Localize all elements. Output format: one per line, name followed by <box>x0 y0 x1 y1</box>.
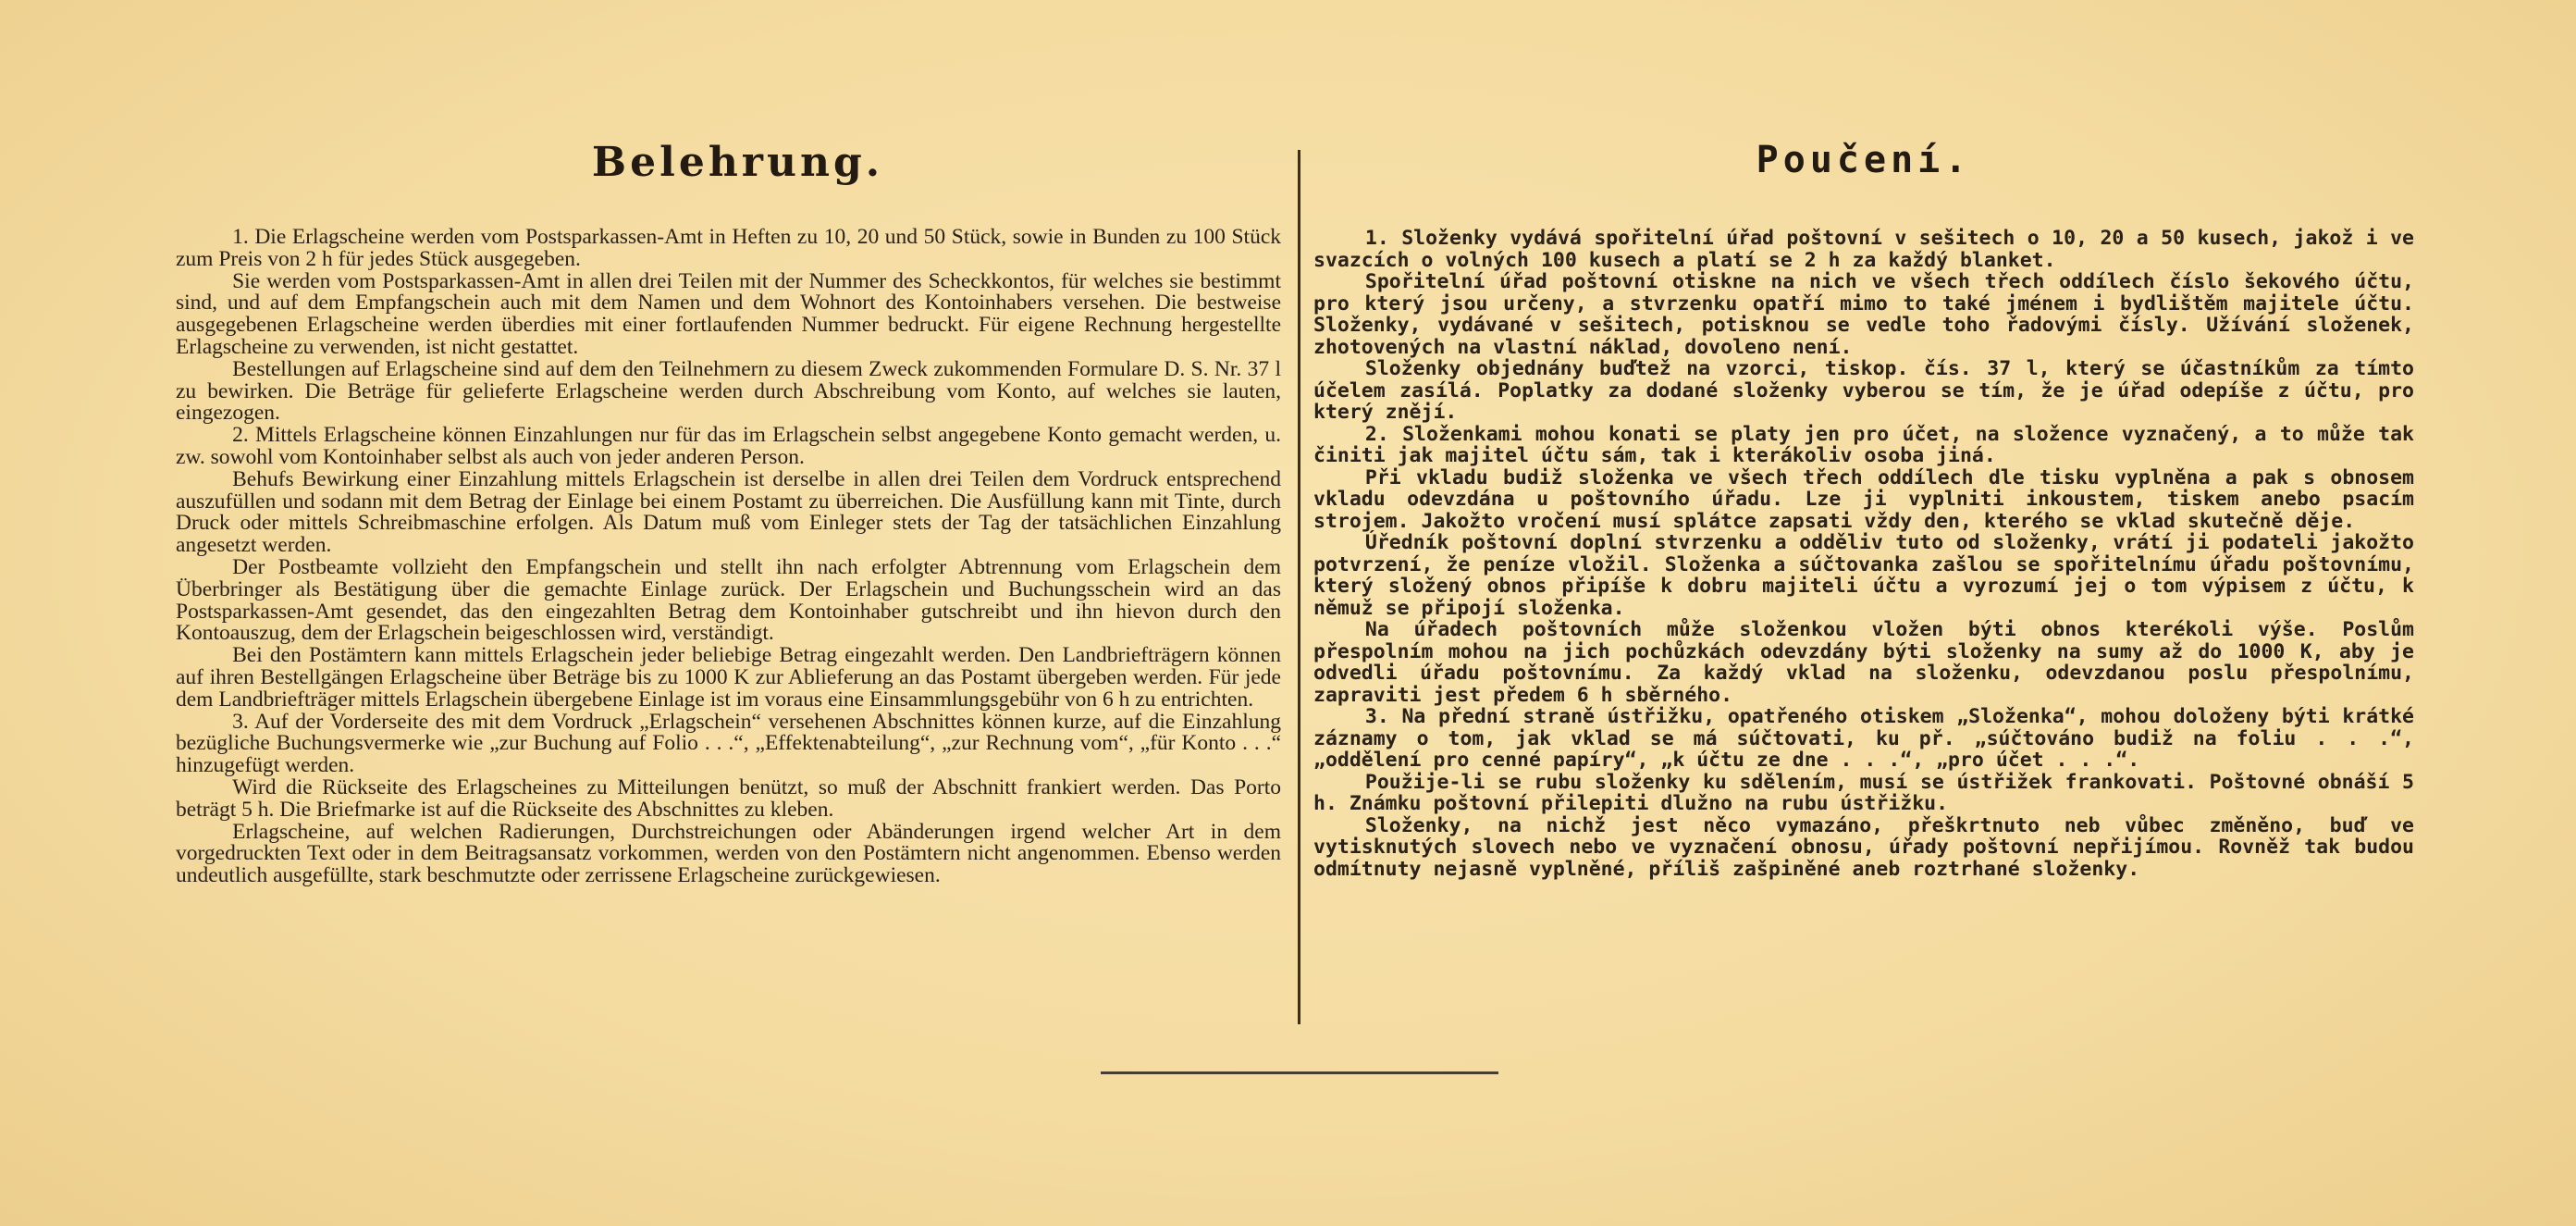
german-column <box>176 139 1281 887</box>
column-divider <box>1298 150 1300 1024</box>
czech-paragraph: 2. Složenkami mohou konati se platy jen pro účet, na složence vyznačený, a to může tak činiti jak majitel účtu sám, tak i kterákoliv osoba jiná. <box>1313 422 2414 467</box>
german-title: Belehrung. <box>591 139 884 186</box>
german-paragraph: Sie werden vom Postsparkassen-Amt in allen drei Teilen mit der Nummer des Scheckkontos, für welches sie bestimmt sind, und auf dem Empfangschein auch mit dem Namen und dem Wohnort des Kontoinhabers versehen. Die bestweise ausgegebenen Erlagscheine werden überdies mit einer fortlaufenden Nummer bedruckt. Für eigene Rechnung hergestellte Erlagscheine zu verwenden, ist nicht gestattet. <box>176 268 1281 359</box>
czech-paragraph: Spořitelní úřad poštovní otiskne na nich ve všech třech oddílech číslo šekového účtu, pro který jsou určeny, a stvrzenku opatří mimo to také jménem i bydlištěm majitele účtu. Složenky, vydávané v sešitech, potisknou se vedle toho řadovými čísly. Užívání složenek, zhotovených na vlastní náklad, dovoleno není. <box>1313 270 2414 359</box>
footer-rule <box>1101 1071 1498 1074</box>
czech-paragraph: Při vkladu budiž složenka ve všech třech oddílech dle tisku vyplněna a pak s obnosem vkladu odevzdána u poštovního úřadu. Lze ji vyplniti inkoustem, tiskem anebo psacím strojem. Jakožto vročení musí splátce zapsati vždy den, kterého se vklad skutečně děje. <box>1313 465 2414 533</box>
czech-column <box>1313 139 2414 880</box>
german-body <box>176 227 1281 887</box>
german-paragraph: 2. Mittels Erlagscheine können Einzahlungen nur für das im Erlagschein selbst angegebene Konto gemacht werden, u. zw. sowohl vom Kontoinhaber selbst als auch von jeder anderen Person. <box>176 423 1281 469</box>
czech-paragraph: Úředník poštovní doplní stvrzenku a odděliv tuto od složenky, vrátí ji podateli jakožto potvrzení, že peníze vložil. Složenka a súčtovanka zašlou se spořitelnímu úřadu poštovnímu, který složený obnos připíše k dobru majiteli účtu a vyrozumí jej o tom výpisem z účtu, k němuž se připojí složenka. <box>1313 531 2414 620</box>
german-paragraph: Bestellungen auf Erlagscheine sind auf dem den Teilnehmern zu diesem Zweck zukommenden Formulare D. S. Nr. 37 l zu bewirken. Die Beträge für gelieferte Erlagscheine werden durch Abschreibung vom Konto, auf welches sie lauten, eingezogen. <box>176 356 1281 426</box>
german-paragraph: Der Postbeamte vollzieht den Empfangschein und stellt ihn nach erfolgter Abtrennung vom Erlagschein dem Überbringer als Bestätigung über die gemachte Einlage zurück. Der Erlagschein und Buchungsschein wird an das Postsparkassen-Amt gesendet, das den eingezahlten Betrag dem Kontoinhaber gutschreibt und ihn hievon durch den Kontoauszug, dem der Erlagschein beigeschlossen wird, verständigt. <box>176 554 1281 646</box>
german-paragraph: Wird die Rückseite des Erlagscheines zu Mitteilungen benützt, so muß der Abschnitt frankiert werden. Das Porto beträgt 5 h. Die Briefmarke ist auf die Rückseite des Abschnittes zu kleben. <box>176 774 1281 822</box>
german-paragraph: 1. Die Erlagscheine werden vom Postsparkassen-Amt in Heften zu 10, 20 und 50 Stück, sowie in Bunden zu 100 Stück zum Preis von 2 h für jedes Stück ausgegeben. <box>176 225 1281 271</box>
czech-paragraph: 3. Na přední straně ústřižku, opatřeného otiskem „Složenka“, mohou doloženy býti krátké záznamy o tom, jak vklad se má súčtovati, ku př. „súčtováno budiž na foliu . . .“, „oddělení pro cenné papíry“, „k účtu ze dne . . .“, „pro účet . . .“. <box>1313 705 2414 772</box>
czech-paragraph: Na úřadech poštovních může složenkou vložen býti obnos kterékoli výše. Poslům přespolním mohou na jich pochůzkách odevzdány býti složenky na sumy až do 1000 K, aby je odvedli úřadu poštovnímu. Za každý vklad na složenku, odevzdanou poslu přespolnímu, zapraviti jest předem 6 h sběrného. <box>1313 618 2414 707</box>
german-paragraph: Erlagscheine, auf welchen Radierungen, Durchstreichungen oder Abänderungen irgend welcher Art in dem vorgedruckten Text oder in dem Beitragsansatz vorkommen, werden von den Postämtern nicht angenommen. Ebenso werden undeutlich ausgefüllte, stark beschmutzte oder zerrissene Erlagscheine zurückgewiesen. <box>176 819 1281 888</box>
german-paragraph: 3. Auf der Vorderseite des mit dem Vordruck „Erlagschein“ versehenen Abschnittes können kurze, auf die Einzahlung bezügliche Buchungsvermerke wie „zur Buchung auf Folio . . .“, „Effektenabteilung“, „zur Rechnung vom“, „für Konto . . .“ hinzugefügt werden. <box>176 709 1281 778</box>
czech-paragraph: 1. Složenky vydává spořitelní úřad poštovní v sešitech o 10, 20 a 50 kusech, jakož i ve svazcích o volných 100 kusech a platí se 2 h za každý blanket. <box>1313 227 2414 272</box>
czech-paragraph: Složenky objednány buďtež na vzorci, tiskop. čís. 37 l, který se účastníkům za tímto účelem zasílá. Poplatky za dodané složenky vyberou se tím, že je úřad odepíše z účtu, pro který znějí. <box>1313 357 2414 424</box>
german-paragraph: Behufs Bewirkung einer Einzahlung mittels Erlagschein ist derselbe in allen drei Teilen dem Vordruck entsprechend auszufüllen und sodann mit dem Betrag der Einlage bei einem Postamt zu überreichen. Die Ausfüllung kann mit Tinte, durch Druck oder mittels Schreibmaschine erfolgen. Als Datum muß vom Einleger stets der Tag der tatsächlichen Einzahlung angesetzt werden. <box>176 466 1281 558</box>
german-paragraph: Bei den Postämtern kann mittels Erlagschein jeder beliebige Betrag eingezahlt werden. Den Landbriefträgern können auf ihren Bestellgängen Erlagscheine über Beträge bis zu 1000 K zur Ablieferung an das Postamt übergeben werden. Für jede dem Landbriefträger mittels Erlagschein übergebene Einlage ist im voraus eine Einsammlungsgebühr von 6 h zu entrichten. <box>176 643 1281 712</box>
czech-title: Poučení. <box>1756 139 1972 181</box>
czech-paragraph: Složenky, na nichž jest něco vymazáno, přeškrtnuto neb vůbec změněno, buď ve vytisknutých slovech nebo ve vyznačení obnosu, úřady poštovní nepřijímou. Rovněž tak budou odmítnuty nejasně vyplněné, příliš zašpiněné aneb roztrhané složenky. <box>1313 813 2414 881</box>
czech-paragraph: Použije-li se rubu složenky ku sdělením, musí se ústřižek frankovati. Poštovné obnáší 5 h. Známku poštovní přilepiti dlužno na rubu ústřižku. <box>1313 770 2414 815</box>
czech-body <box>1313 228 2414 880</box>
